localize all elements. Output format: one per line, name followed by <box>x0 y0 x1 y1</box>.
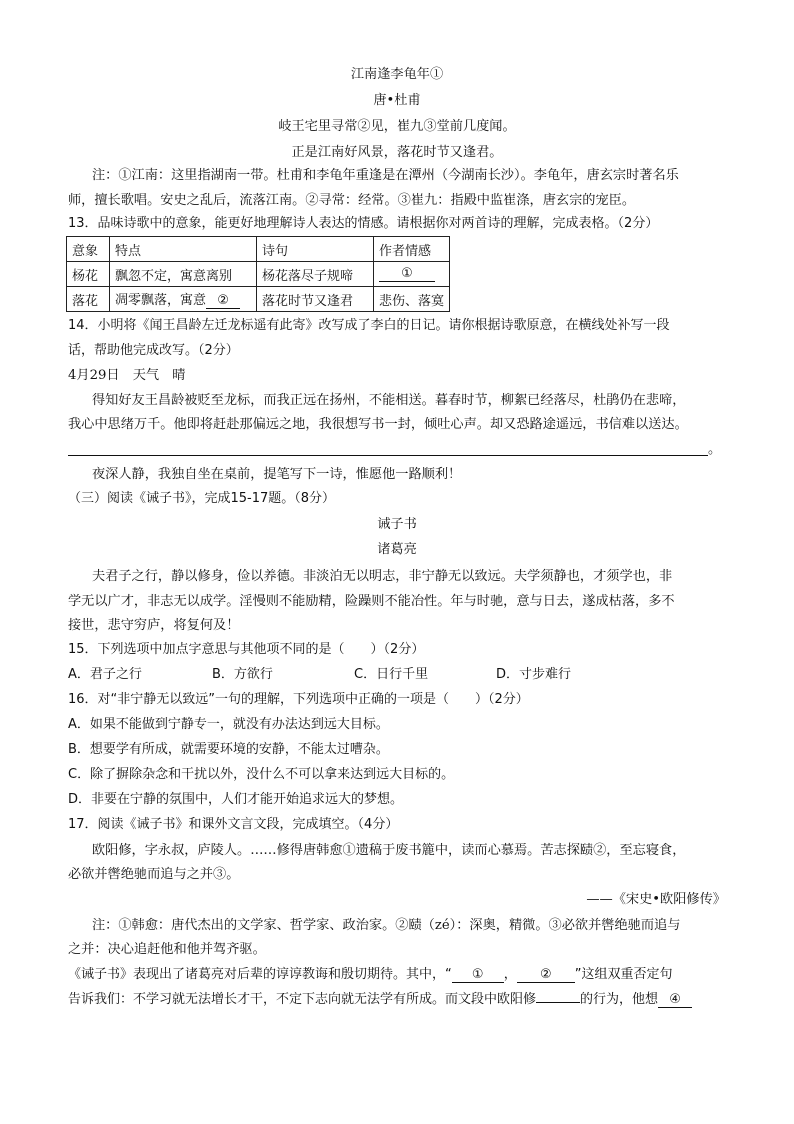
poem-title: 江南逢李龟年① <box>350 67 444 82</box>
q15-option-c[interactable]: C．日行千里 <box>354 667 429 682</box>
answer-blank-q17-1[interactable]: ① <box>452 967 504 983</box>
q17-stem: 17．阅读《诫子书》和课外文言文段，完成填空。（4分） <box>68 817 399 832</box>
q16-option-b[interactable]: B．想要学有所成，就需要环境的安静，不能太过嘈杂。 <box>68 742 389 757</box>
q16-option-d[interactable]: D．非要在宁静的氛围中，人们才能开始追求远大的梦想。 <box>68 792 404 807</box>
q17-note-1: 注：①韩愈：唐代杰出的文学家、哲学家、政治家。②赜（zé）：深奥，精微。③必欲并辔绝驰而追与 <box>92 918 681 933</box>
fill-text: 告诉我们：不学习就无法增长才干，不定下志向就无法学有所成。而文段中欧阳修 <box>68 992 537 1007</box>
q15-option-a[interactable]: A．君子之行 <box>68 667 142 682</box>
poem-line-2: 正是江南好风景，落花时节又逢君。 <box>291 145 503 160</box>
table-cell-feature: 飘忽不定，寓意离别 <box>110 262 257 287</box>
q16-option-a[interactable]: A．如果不能做到宁静专一，就没有办法达到远大目标。 <box>68 717 389 732</box>
diary-para-1: 得知好友王昌龄被贬至龙标，而我正远在扬州，不能相送。暮春时节，柳絮已经落尽，杜鹃仍在悲啼， <box>92 393 686 408</box>
table-row <box>67 287 450 312</box>
classical-title: 诫子书 <box>377 517 417 532</box>
poem-line-1: 岐王宅里寻常②见，崔九③堂前几度闻。 <box>278 119 516 134</box>
classical-text-3: 接世，悲守穷庐，将复何及！ <box>68 618 240 633</box>
q13-stem: 13．品味诗歌中的意象，能更好地理解诗人表达的情感。请根据你对两首诗的理解，完成表格。（2分） <box>68 216 659 231</box>
poem-author: 唐•杜甫 <box>373 93 421 108</box>
feature-prefix: 凋零飘落，寓意 <box>115 293 207 308</box>
q17-fill-line-1 <box>68 966 673 984</box>
diary-para-3: 夜深人静，我独自坐在桌前，提笔写下一诗，惟愿他一路顺利！ <box>92 467 462 482</box>
fill-text: 的行为，他想 <box>580 992 659 1007</box>
diary-para-2: 我心中思绪万千。他即将赶赴那偏远之地，我很想写书一封，倾吐心声。却又恐路途遥远，书信难以送达。 <box>68 417 688 432</box>
answer-blank-1[interactable]: ① <box>379 266 435 282</box>
q14-stem-2: 话，帮助他完成改写。（2分） <box>68 343 239 358</box>
q17-passage-2: 必欲并辔绝驰而追与之并③。 <box>68 867 240 882</box>
poem-note-1: 注：①江南：这里指湖南一带。杜甫和李龟年重逢是在潭州（今湖南长沙）。李龟年，唐玄宗时著名乐 <box>92 168 679 183</box>
answer-blank-q17-4[interactable]: ④ <box>658 992 692 1008</box>
q15-stem: 15．下列选项中加点字意思与其他项不同的是（ ）（2分） <box>68 642 425 657</box>
table-header-cell: 意象 <box>67 237 110 262</box>
fill-text: 《诫子书》表现出了诸葛亮对后辈的谆谆教诲和殷切期待。其中，“ <box>68 967 452 982</box>
table-header-cell: 作者情感 <box>374 237 450 262</box>
table-header-cell: 特点 <box>110 237 257 262</box>
q17-passage-1: 欧阳修，字永叔，庐陵人。……修得唐韩愈①遗稿于废书簏中，读而心慕焉。苦志探赜②，至忘寝食， <box>92 843 686 858</box>
q17-fill-line-2 <box>68 991 692 1009</box>
q16-stem: 16．对“非宁静无以致远”一句的理解，下列选项中正确的一项是（ ）（2分） <box>68 692 529 707</box>
q16-option-c[interactable]: C．除了摒除杂念和干扰以外，没什么不可以拿来达到远大目标的。 <box>68 767 455 782</box>
imagery-table <box>66 236 450 312</box>
classical-text-2: 学无以广才，非志无以成学。淫慢则不能励精，险躁则不能冶性。年与时驰，意与日去，遂成枯落，多不 <box>68 594 675 609</box>
answer-blank-2[interactable]: ② <box>206 293 240 309</box>
fill-text: ， <box>503 967 517 982</box>
answer-line[interactable] <box>68 455 708 456</box>
q17-source: ——《宋史•欧阳修传》 <box>586 892 726 907</box>
q15-option-b[interactable]: B．方欲行 <box>212 667 273 682</box>
classical-author: 诸葛亮 <box>377 542 417 557</box>
poem-note-2: 师，擅长歌唱。安史之乱后，流落江南。②寻常：经常。③崔九：指殿中监崔涤，唐玄宗的宠臣。 <box>68 193 636 208</box>
table-cell-emotion: 悲伤、落寞 <box>374 287 450 312</box>
table-cell-emotion <box>374 262 450 287</box>
table-row <box>67 262 450 287</box>
answer-blank-q17-3[interactable] <box>536 1002 580 1003</box>
table-cell-verse: 杨花落尽子规啼 <box>257 262 374 287</box>
section-heading: （三）阅读《诫子书》，完成15-17题。（8分） <box>68 491 336 506</box>
table-header-row <box>67 237 450 262</box>
table-cell-image: 落花 <box>67 287 110 312</box>
q14-stem-1: 14．小明将《闻王昌龄左迁龙标遥有此寄》改写成了李白的日记。请你根据诗歌原意，在横线处补写一段 <box>68 318 670 333</box>
table-cell-image: 杨花 <box>67 262 110 287</box>
diary-date: 4月29日 天气 晴 <box>68 368 186 383</box>
q17-note-2: 之并：决心追赶他和他并驾齐驱。 <box>68 942 266 957</box>
table-cell-verse: 落花时节又逢君 <box>257 287 374 312</box>
fill-text: ”这组双重否定句 <box>574 967 673 982</box>
answer-line-end: 。 <box>708 442 722 457</box>
answer-blank-q17-2[interactable]: ② <box>517 967 575 983</box>
q15-option-d[interactable]: D．寸步难行 <box>496 667 572 682</box>
classical-text-1: 夫君子之行，静以修身，俭以养德。非淡泊无以明志，非宁静无以致远。夫学须静也，才须学也，非 <box>92 569 673 584</box>
table-cell-feature <box>110 287 257 312</box>
table-header-cell: 诗句 <box>257 237 374 262</box>
